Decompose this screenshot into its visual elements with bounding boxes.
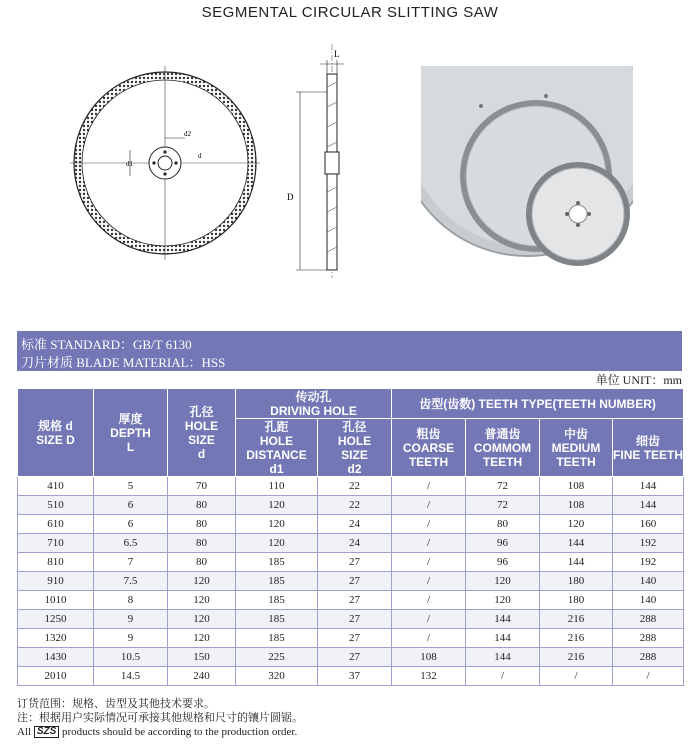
label-D: D <box>287 192 294 202</box>
header-size-d: 规格 d SIZE D <box>18 389 94 477</box>
table-cell: 96 <box>466 534 540 553</box>
table-cell: 216 <box>540 648 613 667</box>
table-cell: 144 <box>466 610 540 629</box>
table-cell: 27 <box>318 648 392 667</box>
table-cell: 1320 <box>18 629 94 648</box>
table-row <box>18 553 684 572</box>
table-cell: / <box>392 572 466 591</box>
header-depth: 厚度 DEPTH L <box>94 389 168 477</box>
table-cell: 120 <box>236 534 318 553</box>
table-cell: / <box>392 591 466 610</box>
table-cell: 27 <box>318 572 392 591</box>
saw-side-view-drawing <box>280 42 360 282</box>
table-cell: 9 <box>94 610 168 629</box>
table-cell: 144 <box>540 534 613 553</box>
table-cell: 710 <box>18 534 94 553</box>
table-row <box>18 610 684 629</box>
label-d: d <box>198 152 202 160</box>
table-cell: / <box>392 534 466 553</box>
table-cell: 10.5 <box>94 648 168 667</box>
spec-table-body <box>18 477 684 686</box>
table-cell: / <box>392 477 466 496</box>
table-row <box>18 648 684 667</box>
product-photo <box>421 66 633 278</box>
table-row <box>18 496 684 515</box>
standard-line: 标准 STANDARD：GB/T 6130 <box>21 337 192 352</box>
table-cell: 80 <box>168 534 236 553</box>
table-cell: 108 <box>540 477 613 496</box>
table-cell: / <box>613 667 684 686</box>
table-row <box>18 477 684 496</box>
header-coarse-teeth: 粗齿 COARSE TEETH <box>392 419 466 477</box>
table-cell: 70 <box>168 477 236 496</box>
header-fine-teeth: 细齿 FINE TEETH <box>613 419 684 477</box>
table-cell: 216 <box>540 610 613 629</box>
table-cell: 22 <box>318 496 392 515</box>
unit-label: 单位 UNIT：mm <box>595 373 682 387</box>
table-cell: 2010 <box>18 667 94 686</box>
table-cell: 7.5 <box>94 572 168 591</box>
table-cell: 1010 <box>18 591 94 610</box>
table-cell: 320 <box>236 667 318 686</box>
table-cell: 120 <box>466 572 540 591</box>
label-d1: d1 <box>126 160 133 168</box>
note-custom: 注：根据用户实际情况可承接其他规格和尺寸的镶片圆锯。 <box>17 712 303 724</box>
table-cell: 108 <box>392 648 466 667</box>
table-cell: / <box>392 629 466 648</box>
note-production-order <box>17 725 303 739</box>
table-cell: 140 <box>613 572 684 591</box>
table-cell: 120 <box>236 515 318 534</box>
spec-table <box>17 388 684 686</box>
table-cell: / <box>392 553 466 572</box>
blade-material-line: 刀片材质 BLADE MATERIAL：HSS <box>21 355 226 370</box>
table-cell: 144 <box>613 477 684 496</box>
table-cell: 120 <box>540 515 613 534</box>
table-cell: 288 <box>613 629 684 648</box>
table-cell: 24 <box>318 534 392 553</box>
table-cell: 108 <box>540 496 613 515</box>
table-row <box>18 667 684 686</box>
table-cell: 120 <box>168 572 236 591</box>
header-hole-size: 孔径 HOLE SIZE d <box>168 389 236 477</box>
note-order-scope: 订货范围：规格、齿型及其他技术要求。 <box>17 698 215 710</box>
table-cell: 27 <box>318 553 392 572</box>
header-hole-size-d2: 孔径 HOLE SIZE d2 <box>318 419 392 477</box>
header-hole-distance: 孔距 HOLE DISTANCE d1 <box>236 419 318 477</box>
table-cell: 225 <box>236 648 318 667</box>
header-medium-teeth: 中齿 MEDIUM TEETH <box>540 419 613 477</box>
header-common-teeth: 普通齿 COMMOM TEETH <box>466 419 540 477</box>
label-d2: d2 <box>184 130 191 138</box>
table-row <box>18 515 684 534</box>
table-cell: 144 <box>613 496 684 515</box>
table-cell: 192 <box>613 553 684 572</box>
table-cell: 8 <box>94 591 168 610</box>
table-cell: 216 <box>540 629 613 648</box>
table-row <box>18 572 684 591</box>
table-cell: 185 <box>236 610 318 629</box>
table-cell: 9 <box>94 629 168 648</box>
saw-front-view-drawing <box>70 56 260 276</box>
table-cell: 72 <box>466 496 540 515</box>
table-cell: 144 <box>466 629 540 648</box>
header-teeth-type: 齿型(齿数) TEETH TYPE(TEETH NUMBER) <box>392 389 684 419</box>
notes <box>17 697 303 739</box>
table-cell: 7 <box>94 553 168 572</box>
table-cell: 80 <box>466 515 540 534</box>
table-cell: 120 <box>168 629 236 648</box>
table-cell: 180 <box>540 591 613 610</box>
standard-box <box>17 331 682 371</box>
note-prefix: All <box>17 726 32 738</box>
table-cell: 6 <box>94 515 168 534</box>
table-cell: 132 <box>392 667 466 686</box>
brand-logo: SZS <box>34 726 59 738</box>
table-cell: 185 <box>236 572 318 591</box>
table-cell: 192 <box>613 534 684 553</box>
table-cell: 27 <box>318 610 392 629</box>
table-cell: 410 <box>18 477 94 496</box>
table-cell: 37 <box>318 667 392 686</box>
table-cell: 185 <box>236 553 318 572</box>
table-row <box>18 591 684 610</box>
table-cell: 80 <box>168 515 236 534</box>
table-cell: 160 <box>613 515 684 534</box>
table-cell: 120 <box>466 591 540 610</box>
table-cell: / <box>540 667 613 686</box>
table-cell: 27 <box>318 591 392 610</box>
table-cell: 1430 <box>18 648 94 667</box>
table-cell: / <box>466 667 540 686</box>
table-cell: 288 <box>613 610 684 629</box>
table-cell: 910 <box>18 572 94 591</box>
table-cell: 96 <box>466 553 540 572</box>
table-cell: 240 <box>168 667 236 686</box>
table-cell: 810 <box>18 553 94 572</box>
table-cell: 180 <box>540 572 613 591</box>
table-cell: 80 <box>168 553 236 572</box>
note-suffix: products should be according to the production order. <box>62 726 298 738</box>
header-driving-hole: 传动孔 DRIVING HOLE <box>236 389 392 419</box>
table-cell: 110 <box>236 477 318 496</box>
table-cell: 120 <box>236 496 318 515</box>
table-cell: 144 <box>466 648 540 667</box>
table-cell: 185 <box>236 629 318 648</box>
table-cell: 6 <box>94 496 168 515</box>
table-cell: 27 <box>318 629 392 648</box>
table-row <box>18 629 684 648</box>
table-cell: 14.5 <box>94 667 168 686</box>
table-cell: 120 <box>168 610 236 629</box>
table-cell: 22 <box>318 477 392 496</box>
table-cell: 150 <box>168 648 236 667</box>
table-cell: 72 <box>466 477 540 496</box>
table-cell: 80 <box>168 496 236 515</box>
table-cell: 140 <box>613 591 684 610</box>
table-row <box>18 534 684 553</box>
label-L: L <box>334 49 340 59</box>
table-cell: 24 <box>318 515 392 534</box>
table-cell: / <box>392 610 466 629</box>
table-cell: 510 <box>18 496 94 515</box>
table-cell: 5 <box>94 477 168 496</box>
table-cell: / <box>392 496 466 515</box>
table-cell: 288 <box>613 648 684 667</box>
page-title: SEGMENTAL CIRCULAR SLITTING SAW <box>201 4 499 21</box>
table-cell: 120 <box>168 591 236 610</box>
table-cell: 185 <box>236 591 318 610</box>
table-cell: 610 <box>18 515 94 534</box>
table-cell: 1250 <box>18 610 94 629</box>
table-cell: 144 <box>540 553 613 572</box>
table-cell: / <box>392 515 466 534</box>
table-cell: 6.5 <box>94 534 168 553</box>
